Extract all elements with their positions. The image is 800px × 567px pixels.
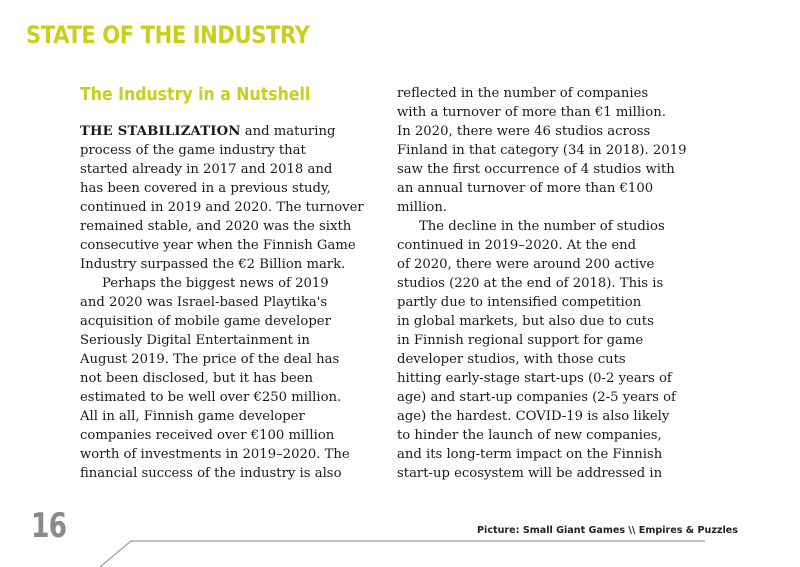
article-paragraph-line: developer studios, with those cuts bbox=[397, 352, 626, 367]
article-paragraph-line: to hinder the launch of new companies, bbox=[397, 428, 662, 443]
page-number: 16 bbox=[31, 506, 67, 546]
article-paragraph-line: reflected in the number of companies bbox=[397, 86, 649, 101]
article-paragraph-line: studios (220 at the end of 2018). This is bbox=[397, 276, 664, 291]
footer-rule-line bbox=[100, 541, 705, 567]
article-paragraph-line: started already in 2017 and 2018 and bbox=[80, 162, 333, 177]
article-paragraph-line: and its long-term impact on the Finnish bbox=[397, 447, 663, 462]
article-paragraph-line: process of the game industry that bbox=[80, 143, 306, 158]
lead-in: THE STABILIZATION bbox=[80, 124, 241, 139]
article-paragraph-line: consecutive year when the Finnish Game bbox=[80, 238, 356, 253]
article-paragraph-line: age) the hardest. COVID-19 is also likely bbox=[397, 409, 670, 424]
article-paragraph-line: Perhaps the biggest news of 2019 bbox=[102, 276, 329, 291]
article-paragraph-line: continued in 2019 and 2020. The turnover bbox=[80, 200, 364, 215]
article-paragraph-line: financial success of the industry is also bbox=[80, 466, 342, 481]
article-paragraph-line: in Finnish regional support for game bbox=[397, 333, 644, 348]
article-paragraph-line: age) and start-up companies (2-5 years of bbox=[397, 390, 676, 405]
article-paragraph-line: All in all, Finnish game developer bbox=[80, 409, 305, 424]
article-paragraph-line: August 2019. The price of the deal has bbox=[80, 352, 340, 367]
article-subheading: The Industry in a Nutshell bbox=[80, 85, 311, 105]
article-paragraph-line: has been covered in a previous study, bbox=[80, 181, 331, 196]
article-paragraph-line: In 2020, there were 46 studios across bbox=[397, 124, 651, 139]
article-paragraph-line: Seriously Digital Entertainment in bbox=[80, 333, 310, 348]
article-paragraph-line: worth of investments in 2019–2020. The bbox=[80, 447, 350, 462]
article-paragraph-line: companies received over €100 million bbox=[80, 428, 335, 443]
article-paragraph-line: estimated to be well over €250 million. bbox=[80, 390, 342, 405]
article-paragraph-line: continued in 2019–2020. At the end bbox=[397, 238, 637, 253]
article-paragraph-line: of 2020, there were around 200 active bbox=[397, 257, 655, 272]
article-paragraph-line: an annual turnover of more than €100 bbox=[397, 181, 654, 196]
article-paragraph-line: Industry surpassed the €2 Billion mark. bbox=[80, 257, 346, 272]
article-paragraph-line: hitting early-stage start-ups (0-2 years of bbox=[397, 371, 672, 386]
article-paragraph-line: and 2020 was Israel-based Playtika's bbox=[80, 295, 328, 310]
section-title: STATE OF THE INDUSTRY bbox=[26, 21, 310, 49]
article-paragraph-line: not been disclosed, but it has been bbox=[80, 371, 314, 386]
article-paragraph-line: The decline in the number of studios bbox=[419, 219, 665, 234]
article-paragraph-line: acquisition of mobile game developer bbox=[80, 314, 331, 329]
article-paragraph-line: remained stable, and 2020 was the sixth bbox=[80, 219, 352, 234]
article-paragraph-line: start-up ecosystem will be addressed in bbox=[397, 466, 663, 481]
article-paragraph-line: saw the first occurrence of 4 studios with bbox=[397, 162, 675, 177]
picture-credit: Picture: Small Giant Games \\ Empires & Puzzles bbox=[477, 525, 739, 536]
article-paragraph-line: with a turnover of more than €1 million. bbox=[397, 105, 666, 120]
article-paragraph-line: in global markets, but also due to cuts bbox=[397, 314, 654, 329]
article-paragraph-line: million. bbox=[397, 200, 448, 215]
article-paragraph-line: partly due to intensified competition bbox=[397, 295, 642, 310]
lead-line-text: and maturing bbox=[240, 124, 336, 139]
article-paragraph-line: Finland in that category (34 in 2018). 2019 bbox=[397, 143, 687, 158]
